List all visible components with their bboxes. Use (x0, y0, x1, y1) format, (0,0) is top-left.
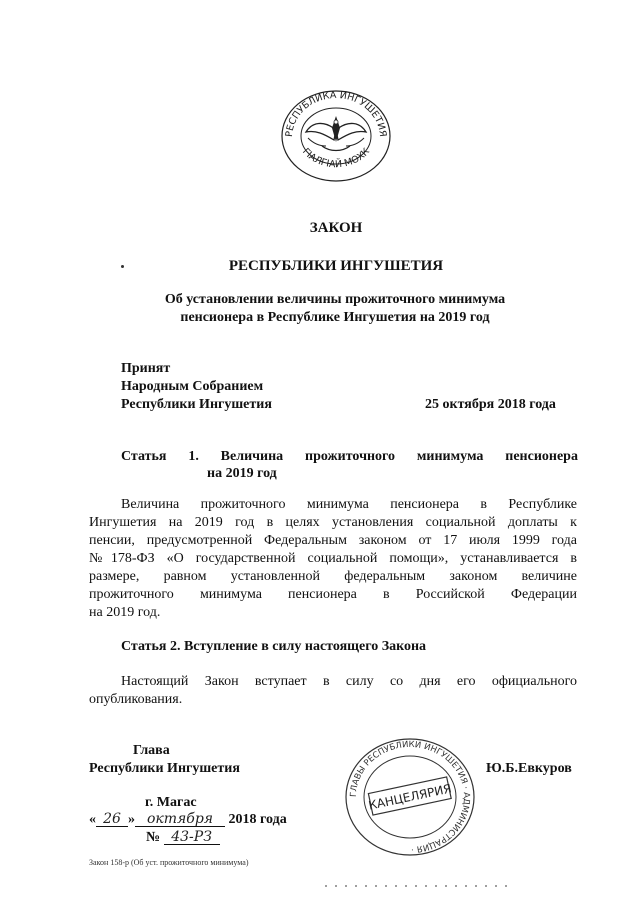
article-2-heading: Статья 2. Вступление в силу настоящего Закона (121, 639, 427, 654)
document-issuer: РЕСПУБЛИКИ ИНГУШЕТИЯ (228, 258, 444, 274)
signatory-title-line-1: Глава (133, 743, 170, 758)
adoption-date: 25 октября 2018 года (425, 397, 556, 412)
article-1-heading-word: 1. (188, 449, 199, 464)
law-number (146, 829, 220, 847)
law-title-line-2: пенсионера в Республике Ингушетия на 2019 год (180, 310, 490, 325)
article-1-body-line: Величина прожиточного минимума пенсионера в Республике (121, 497, 577, 512)
article-1-body-line: №178-ФЗ «О государственной социальной помощи», устанавливается в (89, 551, 577, 566)
date-year: 2018 года (228, 812, 287, 827)
signing-date (89, 811, 287, 829)
law-number-sign: № (146, 830, 161, 845)
adoption-line-2: Народным Собранием (121, 379, 264, 394)
date-close-quote: » (128, 812, 135, 827)
emblem-text-top: РЕСПУБЛИКА ИНГУШЕТИЯ (283, 89, 389, 138)
signing-place: г. Магас (145, 795, 197, 810)
article-2-body-line: Настоящий Закон вступает в силу со дня его официального (121, 674, 577, 689)
adoption-line-1: Принят (121, 361, 171, 376)
article-1-heading-word: пенсионера (505, 449, 578, 464)
article-1-body-line: Ингушетия на 2019 год в целях установления социальной доплаты к (89, 515, 577, 530)
article-1-heading-word: минимума (416, 449, 484, 464)
document-type: ЗАКОН (309, 220, 363, 236)
emblem-text-bottom: ГIАЛГIАЙ МОХК (300, 146, 372, 171)
date-open-quote: « (89, 812, 96, 827)
signatory-name: Ю.Б.Евкуров (486, 761, 572, 776)
date-day-handwritten: 26 (96, 812, 128, 827)
scan-artifact-dots (325, 882, 510, 890)
stray-dot (121, 265, 124, 268)
law-title-line-1: Об установлении величины прожиточного минимума (164, 292, 506, 307)
article-1-heading-line-2: на 2019 год (207, 466, 277, 481)
article-1-heading (121, 448, 578, 466)
article-1-body-line: на 2019 год. (89, 605, 161, 620)
stamp-center-text: КАНЦЕЛЯРИЯ (367, 781, 453, 813)
article-2-body-line: опубликования. (89, 692, 183, 707)
article-1-heading-word: Статья (121, 449, 167, 464)
office-stamp (342, 735, 478, 859)
footer-file-note: Закон 158-р (Об уст. прожиточного минимума) (89, 858, 249, 867)
law-number-handwritten: 43-РЗ (164, 830, 220, 845)
article-1-heading-word: прожиточного (305, 449, 396, 464)
signatory-title-line-2: Республики Ингушетия (89, 761, 240, 776)
article-1-body-line: размере, равном установленной федеральным законом величине (89, 569, 577, 584)
coat-of-arms-emblem (278, 86, 394, 182)
stamp-ring-text: ГЛАВЫ РЕСПУБЛИКИ ИНГУШЕТИЯ · АДМИНИСТРАЦИЯ · (348, 739, 472, 855)
date-month-handwritten: октября (135, 812, 225, 827)
adoption-line-3: Республики Ингушетия (121, 397, 272, 412)
article-1-heading-word: Величина (220, 449, 284, 464)
article-1-body-line: прожиточного минимума пенсионера в Российской Федерации (89, 587, 577, 602)
article-1-body-line: пенсии, предусмотренной Федеральным законом от 17 июля 1999 года (89, 533, 577, 548)
